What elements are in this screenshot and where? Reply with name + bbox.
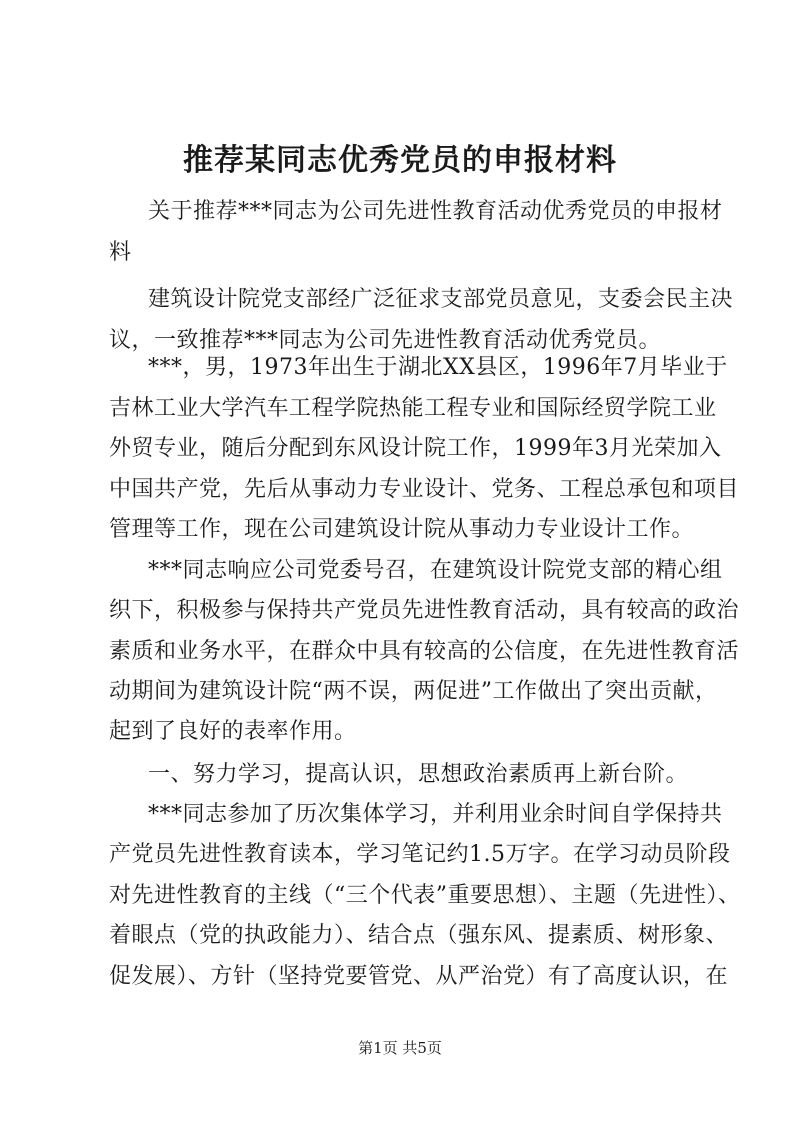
- text-line: 对先进性教育的主线（“三个代表”重要思想）、主题（先进性）、: [109, 883, 741, 908]
- text-line: 起到了良好的表率作用。: [109, 719, 357, 744]
- text-line: 中国共产党，先后从事动力专业设计、党务、工程总承包和项目: [109, 477, 740, 502]
- text-line: 着眼点（党的执政能力）、结合点（强东风、提素质、树形象、: [109, 923, 729, 948]
- text-line: ***同志响应公司党委号召，在建筑设计院党支部的精心组: [148, 558, 723, 583]
- text-line: ***，男，1973年出生于湖北XX县区，1996年7月毕业于: [148, 355, 728, 380]
- text-line: 动期间为建筑设计院“两不误，两促进”工作做出了突出贡献，: [109, 679, 718, 704]
- section-heading: 一、努力学习，提高认识，思想政治素质再上新台阶。: [148, 762, 689, 787]
- text-line: 促发展）、方针（坚持党要管党、从严治党）有了高度认识，在: [109, 964, 729, 989]
- text-line: 议，一致推荐***同志为公司先进性教育活动优秀党员。: [109, 328, 662, 353]
- text-line: 外贸专业，随后分配到东风设计院工作，1999年3月光荣加入: [109, 436, 722, 461]
- text-line: 吉林工业大学汽车工程学院热能工程专业和国际经贸学院工业: [109, 396, 717, 421]
- page-footer: 第1页 共5页: [358, 1039, 442, 1057]
- text-line: 料: [109, 240, 132, 265]
- page-title: 推荐某同志优秀党员的申报材料: [183, 143, 617, 178]
- text-line: 素质和业务水平，在群众中具有较高的公信度，在先进性教育活: [109, 639, 740, 664]
- text-line: 建筑设计院党支部经广泛征求支部党员意见，支委会民主决: [148, 287, 734, 312]
- text-line: 管理等工作，现在公司建筑设计院从事动力专业设计工作。: [109, 517, 695, 542]
- text-line: ***同志参加了历次集体学习，并利用业余时间自学保持共: [148, 802, 723, 827]
- text-line: 关于推荐***同志为公司先进性教育活动优秀党员的申报材: [148, 199, 723, 224]
- text-line: 织下，积极参与保持共产党员先进性教育活动，具有较高的政治: [109, 598, 740, 623]
- text-line: 产党员先进性教育读本，学习笔记约1.5万字。在学习动员阶段: [109, 842, 731, 867]
